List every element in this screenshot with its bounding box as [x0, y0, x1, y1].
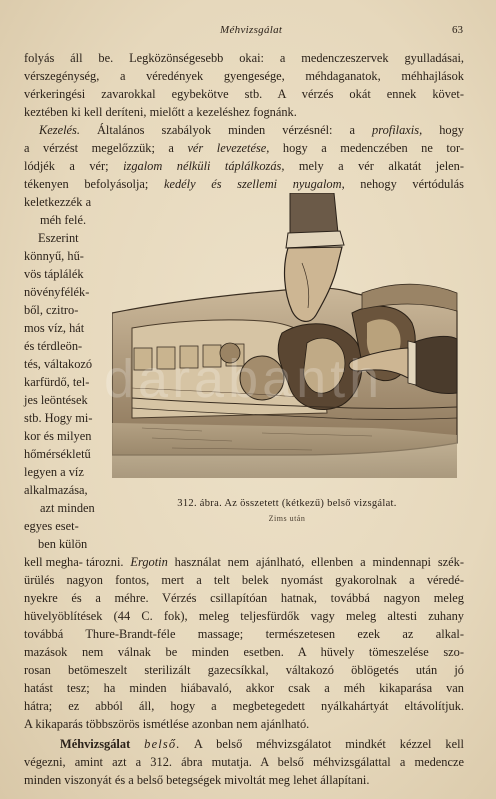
narrow-line: stb. Hogy mi- — [24, 411, 93, 425]
treatment-line — [24, 174, 464, 194]
treatment-line — [39, 120, 464, 140]
text-span: használat nem ajánlható, ellenben a mindennapi szék- — [167, 555, 464, 569]
text-span: Ergotin — [130, 555, 168, 569]
treatment-heading: Kezelés. — [39, 123, 80, 137]
text-span: profilaxis, — [372, 123, 423, 137]
narrow-line: azt minden — [40, 501, 95, 515]
section-line — [60, 734, 464, 754]
narrow-line: hőmérsékletű — [24, 447, 91, 461]
narrow-line: egyes eset- — [24, 519, 79, 533]
section-subheading: belső. — [144, 737, 181, 751]
text-line: nyekre és a méhre. Vérzés csillapítóan hatnak, továbbá nagyon meleg — [24, 591, 464, 605]
text-line: minden viszonyát és a belső betegségek mivoltát meg lehet állapítani. — [24, 773, 370, 787]
text-span: tékenyen befolyásolja; — [24, 177, 164, 191]
text-span: A belső méhvizsgálatot mindkét kézzel kell — [180, 737, 464, 751]
text-span: a vérzést megelőzzük; a — [24, 141, 188, 155]
text-span: nehogy vértódulás — [344, 177, 464, 191]
watermark: darabanth — [104, 349, 384, 409]
text-line: rosan betömeszelt sterilizált gazecsíkkal, váltakozó öblögetés után jó — [24, 663, 464, 677]
narrow-line: karfürdő, tel- — [24, 375, 90, 389]
running-title: Méhvizsgálat — [220, 24, 283, 36]
narrow-line: tés, váltakozó — [24, 357, 93, 371]
narrow-line: vös táplálék — [24, 267, 84, 281]
text-span: vér levezetése, — [187, 141, 270, 155]
text-line: folyás áll be. Legközönségesebb okai: a medenczeszervek gyulladásai, — [24, 51, 464, 65]
anatomical-illustration — [112, 193, 462, 478]
narrow-line: mos víz, hát — [24, 321, 85, 335]
narrow-line: könnyű, hű- — [24, 249, 84, 263]
text-line: végezni, amint azt a 312. ábra mutatja. A belső méhvizsgálattal a medencze — [24, 755, 464, 769]
text-line: továbbá Thure-Brandt-féle massage; természetesen ezek az alkal- — [24, 627, 464, 641]
text-line — [86, 552, 464, 572]
text-line: A kikaparás többszörös ismétlése azonban nem ajánlható. — [24, 717, 310, 731]
narrow-line: és térdleön- — [24, 339, 83, 353]
text-span: hogy — [422, 123, 464, 137]
text-line: mazások nem válnak be minden esetben. A hüvely tömeszelése szo- — [24, 645, 464, 659]
narrow-line: legyen a víz — [24, 465, 84, 479]
text-line: hatást tesz; ha minden hiábavaló, akkor csak a méh kikaparása van — [24, 681, 464, 695]
figure-credit: Zims után — [268, 514, 306, 523]
text-span: izgalom nélküli táplálkozás, — [123, 159, 285, 173]
narrow-line: kell megha- — [24, 555, 83, 569]
narrow-line: kor és milyen — [24, 429, 92, 443]
narrow-line: ben külön — [38, 537, 88, 551]
text-span: hogy a medenczében ne tor- — [269, 141, 464, 155]
page-number: 63 — [452, 24, 463, 36]
narrow-line: ből, czitro- — [24, 303, 79, 317]
narrow-line: Eszerint — [38, 231, 79, 245]
narrow-line: keletkezzék a — [24, 195, 92, 209]
text-line: vérkeringési zavarokkal egybekötve stb. A vérzés okát ennek követ- — [24, 87, 464, 101]
text-line: ürülés nagyon fontos, mert a telt belek nyomást gyakorolnak a véredé- — [24, 573, 464, 587]
text-span: mely a vér alkatát jelen- — [284, 159, 465, 173]
text-span: lódjék a vér; — [24, 159, 124, 173]
text-span: kedély és szellemi nyugalom, — [163, 177, 345, 191]
text-line: keztében ki kell deríteni, mielőtt a kezeléshez fognánk. — [24, 105, 297, 119]
section-heading: Méhvizsgálat — [60, 737, 131, 751]
text-line: vérszegénység, a véredények gyengesége, méhdaganatok, méhhajlások — [24, 69, 464, 83]
narrow-line: méh felé. — [40, 213, 87, 227]
text-line: hátra; ez abból áll, hogy a megbetegedett nyálkahártyát eltávolítjuk. — [24, 699, 464, 713]
text-span: Általános szabályok minden vérzésnél: a — [79, 123, 373, 137]
figure-caption: 312. ábra. Az összetett (kétkezű) belső vizsgálat. — [177, 498, 397, 509]
narrow-line: jes leöntések — [24, 393, 88, 407]
narrow-line: alkalmazása, — [24, 483, 88, 497]
treatment-line — [24, 156, 464, 176]
text-span: tározni. — [86, 555, 131, 569]
running-head — [0, 24, 496, 40]
text-line: hüvelyöblítések (44 C. fok), meleg teljesfürdők vagy meleg altesti zuhany — [24, 609, 464, 623]
treatment-line — [24, 138, 464, 158]
narrow-line: növényfélék- — [24, 285, 90, 299]
